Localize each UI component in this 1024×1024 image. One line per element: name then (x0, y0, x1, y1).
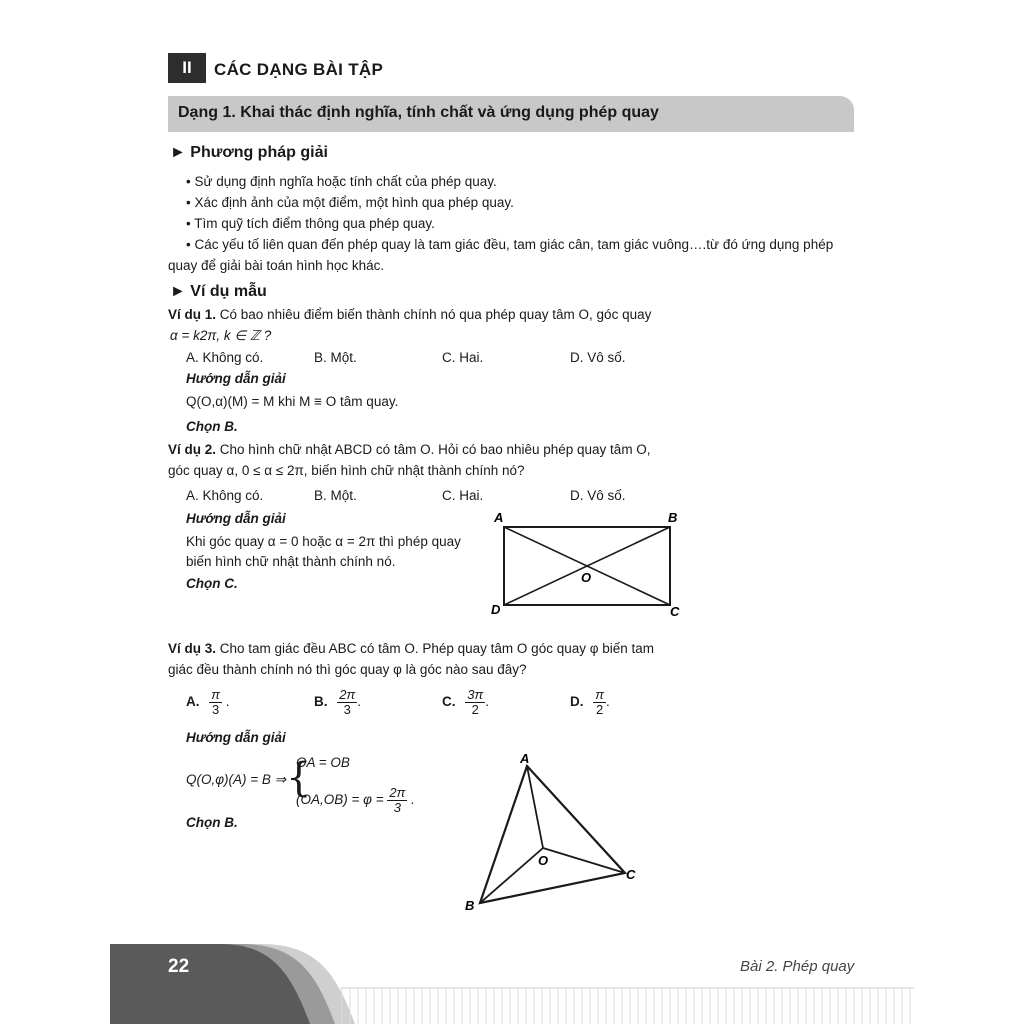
option-letter: D. (570, 694, 584, 710)
solution-fraction (387, 786, 407, 815)
example-2-guide: Hướng dẫn giải (186, 511, 286, 526)
example-3-guide: Hướng dẫn giải (186, 730, 286, 745)
example-3-question (168, 641, 654, 656)
page-number: 22 (168, 956, 190, 977)
option-letter: B. (314, 694, 328, 710)
method-bullet: • Xác định ảnh của một điểm, một hình qua phép quay. (186, 195, 514, 210)
topic-banner (168, 96, 854, 132)
method-heading: ► Phương pháp giải (170, 144, 328, 161)
option-b: B. Một. (314, 350, 357, 365)
option-c: C. $\frac{3\pi}{2}$ . (442, 687, 489, 717)
option-fraction (337, 688, 357, 717)
solution-bottom-text: (OA,OB) = φ = (296, 792, 384, 808)
example-3-text-line2: giác đều thành chính nó thì góc quay φ là góc nào sau đây? (168, 662, 527, 677)
label-o: O (581, 570, 592, 585)
footer-ticks (342, 988, 910, 1024)
example-3-solution-left: Q(O,φ)(A) = B ⇒ (186, 772, 286, 787)
option-letter: C. (442, 694, 456, 710)
option-letter: A. (186, 694, 200, 710)
example-1-answer: Chọn B. (186, 419, 238, 434)
label-b: B (668, 510, 678, 525)
example-3-solution-top: OA = OB (296, 755, 350, 770)
option-d: D. $\frac{\pi}{2}$ . (570, 687, 610, 717)
triangle-figure (460, 748, 650, 916)
label-o: O (538, 853, 549, 868)
example-2-solution: Khi góc quay α = 0 hoặc α = 2π thì phép quay (186, 534, 461, 549)
example-1-formula: α = k2π, k ∈ ℤ ? (170, 328, 272, 343)
numerator: 2π (389, 785, 406, 800)
footer-decoration (110, 940, 1024, 1024)
triangle-abc (480, 766, 625, 903)
section-number: II (168, 53, 206, 83)
label-a: A (494, 510, 504, 525)
numerator: 3π (467, 687, 484, 702)
label-c: C (626, 867, 636, 882)
option-fraction (209, 688, 222, 717)
numerator: 2π (339, 687, 356, 702)
brace-icon: { (286, 755, 312, 801)
example-2-label: Ví dụ 2. (168, 442, 217, 457)
method-bullet: • Sử dụng định nghĩa hoặc tính chất của phép quay. (186, 174, 497, 189)
denominator: 3 (343, 702, 351, 717)
label-c: C (670, 604, 680, 619)
example-2-text: Cho hình chữ nhật ABCD có tâm O. Hỏi có bao nhiêu phép quay tâm O, (219, 442, 651, 457)
example-3-label: Ví dụ 3. (168, 641, 217, 656)
example-2-answer: Chọn C. (186, 576, 238, 591)
examples-heading: ► Ví dụ mẫu (170, 283, 267, 300)
option-b: B. Một. (314, 488, 357, 503)
example-1-text: Có bao nhiêu điểm biến thành chính nó qua phép quay tâm O, góc quay (219, 307, 652, 322)
footer-title: Bài 2. Phép quay (740, 958, 855, 975)
example-3-solution-bottom: (OA,OB) = φ = $\frac{2\pi}{3}$ . (296, 785, 415, 815)
option-c: C. Hai. (442, 350, 484, 365)
example-1-solution: Q(O,α)(M) = M khi M ≡ O tâm quay. (186, 394, 399, 409)
example-2-text-line2: góc quay α, 0 ≤ α ≤ 2π, biến hình chữ nhật thành chính nó? (168, 463, 525, 478)
numerator: π (595, 687, 604, 702)
option-fraction (593, 688, 606, 717)
topic-title: Dạng 1. Khai thác định nghĩa, tính chất và ứng dụng phép quay (178, 104, 659, 121)
option-d: D. Vô số. (570, 350, 626, 365)
method-bullet: • Tìm quỹ tích điểm thông qua phép quay. (186, 216, 435, 231)
denominator: 3 (393, 800, 401, 815)
example-2-question (168, 442, 651, 457)
option-a: A. Không có. (186, 350, 264, 365)
denominator: 2 (596, 702, 604, 717)
label-a: A (520, 751, 530, 766)
option-fraction (465, 688, 485, 717)
option-c: C. Hai. (442, 488, 484, 503)
denominator: 2 (471, 702, 479, 717)
method-bullet-continued: quay để giải bài toán hình học khác. (168, 258, 385, 273)
section-title: CÁC DẠNG BÀI TẬP (214, 60, 384, 79)
example-1-question (168, 307, 651, 322)
option-d: D. Vô số. (570, 488, 626, 503)
denominator: 3 (212, 702, 220, 717)
example-3-text: Cho tam giác đều ABC có tâm O. Phép quay tâm O góc quay φ biến tam (219, 641, 655, 656)
label-b: B (465, 898, 475, 913)
numerator: π (211, 687, 220, 702)
example-1-guide: Hướng dẫn giải (186, 371, 286, 386)
method-bullet: • Các yếu tố liên quan đến phép quay là tam giác đều, tam giác cân, tam giác vuông….từ đó ứng dụng phép (186, 237, 834, 252)
segment-oa (527, 766, 543, 848)
option-a: A. Không có. (186, 488, 264, 503)
example-3-answer: Chọn B. (186, 815, 238, 830)
option-b: B. $\frac{2\pi}{3}$ . (314, 687, 361, 717)
label-d: D (491, 602, 501, 617)
example-2-solution-line2: biến hình chữ nhật thành chính nó. (186, 554, 396, 569)
option-a: A. $\frac{\pi}{3}$ . (186, 687, 230, 717)
rectangle-figure (486, 508, 696, 620)
example-1-label: Ví dụ 1. (168, 307, 217, 322)
